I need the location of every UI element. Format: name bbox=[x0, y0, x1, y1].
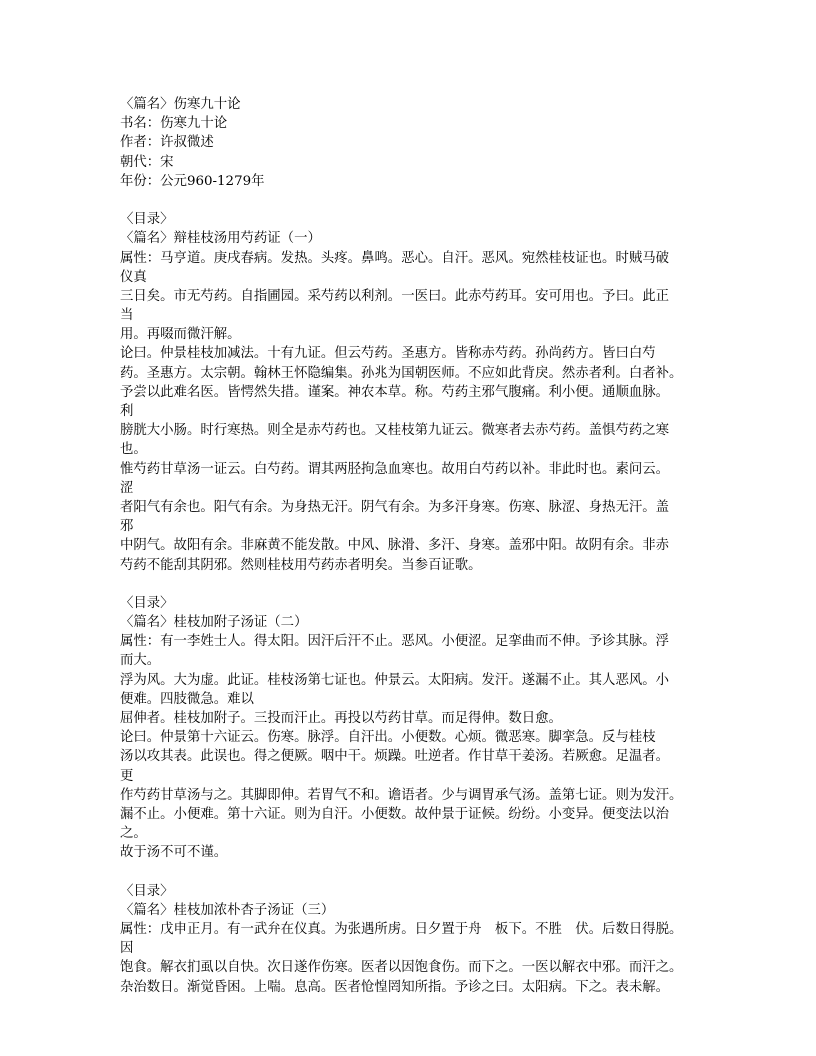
text-line: 漏不止。小便难。第十六证。则为自汗。小便数。故仲景于证候。纷纷。小变异。便变法以治 bbox=[120, 806, 670, 822]
document-page bbox=[120, 95, 704, 997]
text-line: 更 bbox=[120, 768, 134, 784]
header-shu-ming: 书名：伤寒九十论 bbox=[120, 116, 228, 132]
text-line: 中阴气。故阳有余。非麻黄不能发散。中风、脉滑、多汗、身寒。盖邪中阳。故阴有余。非赤 bbox=[120, 538, 670, 554]
text-line: 者阳气有余也。阳气有余。为身热无汗。阴气有余。为多汗身寒。伤寒、脉涩、身热无汗。盖 bbox=[120, 499, 670, 515]
header-pian-ming: 〈篇名〉伤寒九十论 bbox=[120, 97, 241, 112]
text-line: 当 bbox=[120, 308, 134, 324]
text-line: 作芍药甘草汤与之。其脚即伸。若胃气不和。谵语者。少与调胃承气汤。盖第七证。则为发汗。 bbox=[120, 787, 683, 803]
text-line: 屈伸者。桂枝加附子。三投而汗止。再投以芍药甘草。而足得伸。数日愈。 bbox=[120, 711, 562, 726]
text-line: 仪真 bbox=[120, 269, 147, 285]
spacer bbox=[120, 191, 704, 210]
text-line: 论曰。仲景第十六证云。伤寒。脉浮。自汗出。小便数。心烦。微恶寒。脚挛急。反与桂枝 bbox=[120, 730, 656, 746]
text-line: 芍药不能刮其阴邪。然则桂枝用芍药赤者明矣。当参百证歌。 bbox=[120, 557, 482, 573]
text-line: 而大。 bbox=[120, 653, 161, 669]
text-line: 论曰。仲景桂枝加减法。十有九证。但云芍药。圣惠方。皆称赤芍药。孙尚药方。皆曰白芍 bbox=[120, 346, 656, 362]
section-mulu: 〈目录〉 bbox=[120, 212, 174, 228]
text-line: 因 bbox=[120, 941, 134, 957]
text-line: 便难。四肢微急。难以 bbox=[120, 691, 254, 707]
text-line: 汤以攻其表。此误也。得之便厥。咽中干。烦躁。吐逆者。作甘草干姜汤。若厥愈。足温者。 bbox=[120, 749, 670, 765]
section-mulu: 〈目录〉 bbox=[120, 595, 174, 611]
text-line: 膀胱大小肠。时行寒热。则全是赤芍药也。又桂枝第九证云。微寒者去赤芍药。盖惧芍药之寒 bbox=[120, 423, 670, 439]
text-line: 也。 bbox=[120, 442, 147, 458]
text-line: 涩 bbox=[120, 480, 134, 496]
section-title: 〈篇名〉桂枝加附子汤证（二） bbox=[120, 615, 308, 631]
text-line: 利 bbox=[120, 404, 134, 419]
text-line: 浮为风。大为虚。此证。桂枝汤第七证也。仲景云。太阳病。发汗。遂漏不止。其人恶风。小 bbox=[120, 672, 670, 688]
section-title: 〈篇名〉桂枝加浓朴杏子汤证（三） bbox=[120, 902, 335, 918]
text-line: 属性：马亨道。庚戌春病。发热。头疼。鼻鸣。恶心。自汗。恶风。宛然桂枝证也。时贼马破 bbox=[120, 250, 670, 266]
spacer bbox=[120, 863, 704, 882]
text-line: 杂治数日。渐觉昏困。上喘。息高。医者怆惶罔知所指。予诊之曰。太阳病。下之。表未解。 bbox=[120, 979, 670, 995]
spacer bbox=[120, 575, 704, 594]
header-nian-fen: 年份：公元960-1279年 bbox=[120, 173, 265, 189]
section-mulu: 〈目录〉 bbox=[120, 883, 174, 899]
text-line: 属性：戊申正月。有一武弁在仪真。为张遇所虏。日夕置于舟 板下。不胜 伏。后数日得脱。 bbox=[120, 922, 683, 938]
text-line: 饱食。解衣扪虱以自快。次日遂作伤寒。医者以因饱食伤。而下之。一医以解衣中邪。而汗之。 bbox=[120, 960, 683, 976]
text-line: 用。再啜而微汗解。 bbox=[120, 327, 241, 343]
header-zuo-zhe: 作者：许叔微述 bbox=[120, 135, 214, 151]
text-line: 惟芍药甘草汤一证云。白芍药。谓其两胫拘急血寒也。故用白芍药以补。非此时也。素问云。 bbox=[120, 461, 670, 477]
header-chao-dai: 朝代：宋 bbox=[120, 154, 174, 170]
text-line: 三日矣。市无芍药。自指圃园。采芍药以利剂。一医曰。此赤芍药耳。安可用也。予曰。此正 bbox=[120, 288, 670, 304]
text-line: 药。圣惠方。太宗朝。翰林王怀隐编集。孙兆为国朝医师。不应如此背戾。然赤者利。白者补。 bbox=[120, 365, 683, 381]
text-line: 邪 bbox=[120, 519, 134, 535]
text-line: 之。 bbox=[120, 826, 147, 842]
sections-container bbox=[120, 210, 704, 997]
text-line: 予尝以此难名医。皆愕然失措。谨案。神农本草。称。芍药主邪气腹痛。利小便。通顺血脉。 bbox=[120, 384, 670, 400]
section-title: 〈篇名〉辩桂枝汤用芍药证（一） bbox=[120, 231, 321, 247]
text-line: 属性：有一李姓士人。得太阳。因汗后汗不止。恶风。小便涩。足挛曲而不伸。予诊其脉。浮 bbox=[120, 634, 670, 650]
text-line: 故于汤不可不谨。 bbox=[120, 845, 228, 861]
